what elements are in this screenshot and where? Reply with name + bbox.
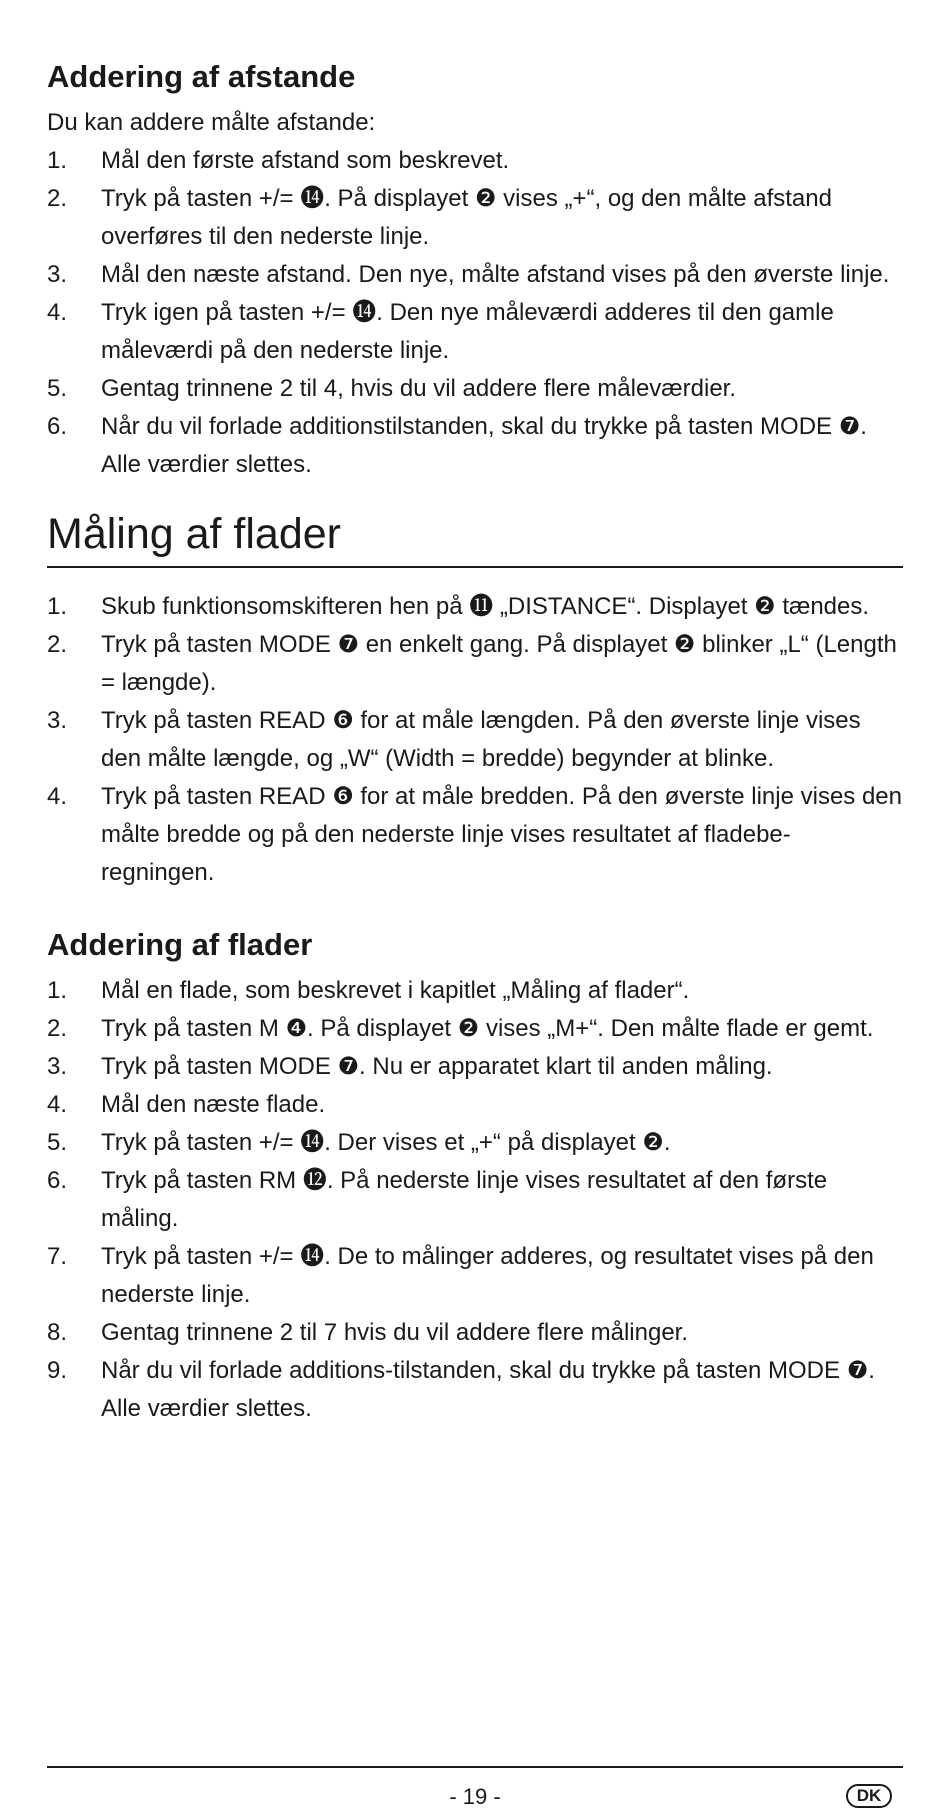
step-text: Tryk på tasten +/= ⓮. På displayet ❷ vises „+“, og den målte afstand overføres til den nederste linje. bbox=[101, 185, 832, 250]
step-text: Når du vil forlade additionstilstanden, skal du trykke på tasten MODE ❼. Alle værdier slettes. bbox=[101, 413, 867, 478]
list-item bbox=[47, 702, 903, 778]
step-number: 3. bbox=[47, 1053, 68, 1080]
list-item bbox=[47, 1314, 903, 1352]
step-text: Tryk på tasten READ ❻ for at måle bredden. På den øverste linje vises den målte bredde og på den nederste linje vises resultatet af fladebe-regningen. bbox=[101, 783, 902, 886]
step-text: Når du vil forlade additions-tilstanden, skal du trykke på tasten MODE ❼. Alle værdier slettes. bbox=[101, 1357, 875, 1422]
list-item bbox=[47, 1010, 903, 1048]
list-item bbox=[47, 1124, 903, 1162]
list-item bbox=[47, 972, 903, 1010]
section-intro: Du kan addere målte afstande: bbox=[47, 109, 376, 136]
step-text: Tryk på tasten +/= ⓮. De to målinger adderes, og resultatet vises på den nederste linje. bbox=[101, 1243, 874, 1308]
step-number: 4. bbox=[47, 299, 68, 326]
step-text: Tryk på tasten MODE ❼ en enkelt gang. På displayet ❷ blinker „L“ (Length = længde). bbox=[101, 631, 897, 696]
step-number: 4. bbox=[47, 783, 68, 810]
step-number: 5. bbox=[47, 1129, 68, 1156]
step-number: 1. bbox=[47, 593, 68, 620]
step-number: 6. bbox=[47, 1167, 68, 1194]
step-text: Tryk på tasten +/= ⓮. Der vises et „+“ på displayet ❷. bbox=[101, 1129, 671, 1156]
page-number: - 19 - bbox=[449, 1784, 501, 1809]
step-text: Gentag trinnene 2 til 4, hvis du vil addere flere måleværdier. bbox=[101, 375, 737, 402]
step-text: Mål en flade, som beskrevet i kapitlet „Måling af flader“. bbox=[101, 977, 690, 1004]
list-item bbox=[47, 1048, 903, 1086]
footer-divider bbox=[47, 1766, 903, 1768]
step-number: 8. bbox=[47, 1319, 68, 1346]
step-number: 2. bbox=[47, 185, 68, 212]
step-number: 1. bbox=[47, 147, 68, 174]
list-item bbox=[47, 588, 903, 626]
list-item bbox=[47, 408, 903, 484]
step-number: 7. bbox=[47, 1243, 68, 1270]
list-item bbox=[47, 142, 903, 180]
step-number: 6. bbox=[47, 413, 68, 440]
step-text: Tryk igen på tasten +/= ⓮. Den nye måleværdi adderes til den gamle måleværdi på den nederste linje. bbox=[101, 299, 834, 364]
step-number: 2. bbox=[47, 1015, 68, 1042]
step-text: Gentag trinnene 2 til 7 hvis du vil addere flere målinger. bbox=[101, 1319, 689, 1346]
list-item bbox=[47, 1086, 903, 1124]
list-item bbox=[47, 370, 903, 408]
step-number: 3. bbox=[47, 261, 68, 288]
step-text: Tryk på tasten M ❹. På displayet ❷ vises „M+“. Den målte flade er gemt. bbox=[101, 1015, 874, 1042]
step-number: 2. bbox=[47, 631, 68, 658]
step-text: Skub funktionsomskifteren hen på ⓫ „DISTANCE“. Displayet ❷ tændes. bbox=[101, 593, 870, 620]
section-title-adding-areas: Addering af flader bbox=[47, 927, 313, 962]
list-item bbox=[47, 256, 903, 294]
step-number: 1. bbox=[47, 977, 68, 1004]
language-badge: DK bbox=[846, 1784, 892, 1808]
list-item bbox=[47, 778, 903, 892]
step-text: Mål den næste flade. bbox=[101, 1091, 326, 1118]
list-item bbox=[47, 1238, 903, 1314]
step-text: Tryk på tasten RM ⓬. På nederste linje vises resultatet af den første måling. bbox=[101, 1167, 828, 1232]
step-number: 3. bbox=[47, 707, 68, 734]
step-number: 4. bbox=[47, 1091, 68, 1118]
list-item bbox=[47, 294, 903, 370]
list-item bbox=[47, 626, 903, 702]
list-item bbox=[47, 1352, 903, 1428]
steps-list-measuring-areas bbox=[47, 588, 903, 892]
steps-list-adding-distances bbox=[47, 142, 903, 484]
step-number: 5. bbox=[47, 375, 68, 402]
step-text: Tryk på tasten READ ❻ for at måle længden. På den øverste linje vises den målte længde, og „W“ (Width = bredde) begynder at blinke. bbox=[101, 707, 861, 772]
section-title-measuring-areas: Måling af flader bbox=[47, 510, 341, 558]
manual-page bbox=[47, 50, 903, 1428]
step-number: 9. bbox=[47, 1357, 68, 1384]
step-text: Mål den første afstand som beskrevet. bbox=[101, 147, 510, 174]
steps-list-adding-areas bbox=[47, 972, 903, 1428]
step-text: Mål den næste afstand. Den nye, målte afstand vises på den øverste linje. bbox=[101, 261, 890, 288]
heading-divider bbox=[47, 566, 903, 568]
step-text: Tryk på tasten MODE ❼. Nu er apparatet klart til anden måling. bbox=[101, 1053, 773, 1080]
list-item bbox=[47, 180, 903, 256]
section-title-adding-distances: Addering af afstande bbox=[47, 59, 356, 94]
list-item bbox=[47, 1162, 903, 1238]
